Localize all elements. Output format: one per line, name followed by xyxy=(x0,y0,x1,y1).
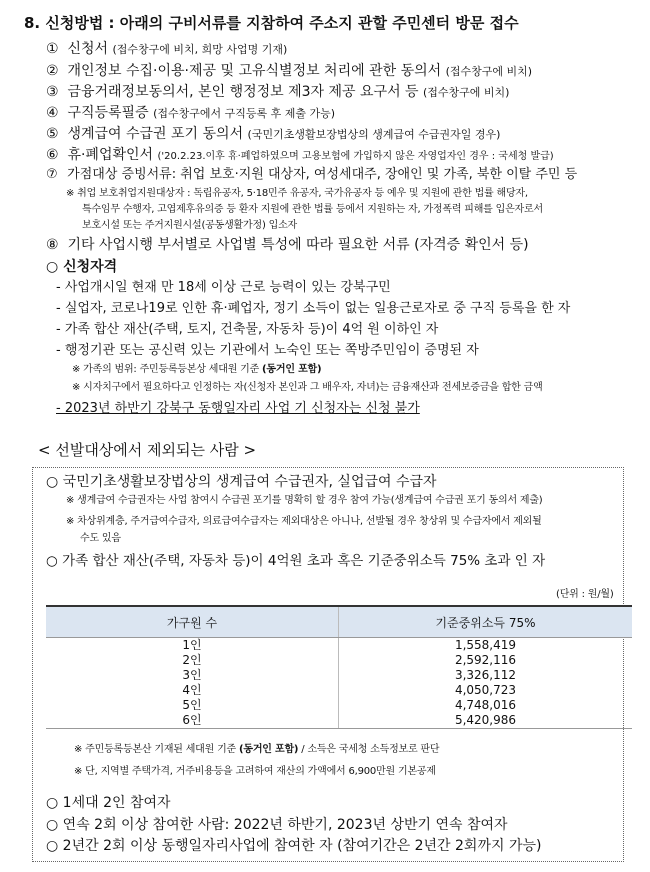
qualification-title: ○ 신청자격 xyxy=(46,259,118,275)
qualification-3: - 가족 합산 재산(주택, 토지, 건축물, 자동차 등)이 4억 원 이하인 자 xyxy=(56,322,439,337)
table-row xyxy=(46,653,632,668)
exclusion-4: ○ 연속 2회 이상 참여한 사람: 2022년 하반기, 2023년 상반기 연속 참여자 xyxy=(46,817,508,833)
income-value: 2,592,116 xyxy=(454,653,517,667)
table-row xyxy=(46,698,632,713)
household-size: 4인 xyxy=(46,683,339,698)
household-size: 1인 xyxy=(46,638,339,654)
household-size: 3인 xyxy=(46,668,339,683)
income-value: 1,558,419 xyxy=(454,638,517,652)
doc-item-6: ⑥ 휴·폐업확인서 ('20.2.23.이후 휴·폐업하였으며 고용보험에 가입하지 않은 자영업자인 경우 : 국세청 발급) xyxy=(46,147,554,163)
table-note-1: ※ 주민등록등본산 기재된 세대원 기준 (동거인 포함) / 소득은 국세청 소득정보로 판단 xyxy=(74,744,440,755)
median-income-table xyxy=(46,605,632,729)
exclusion-1-note-3: 수도 있음 xyxy=(80,533,121,544)
qualification-exclusion: - 2023년 하반기 강북구 동행일자리 사업 기 신청자는 신청 불가 xyxy=(56,401,420,416)
household-size: 6인 xyxy=(46,713,339,729)
income-value: 4,748,016 xyxy=(454,698,517,712)
exclusion-1-note-2: ※ 차상위계층, 주거급여수급자, 의료급여수급자는 제외대상은 아니나, 선발될 경우 창상위 및 수급자에서 제외될 xyxy=(66,516,542,527)
exclusion-title: < 선발대상에서 제외되는 사람 > xyxy=(38,441,257,459)
table-row xyxy=(46,668,632,683)
doc-item-4: ④ 구직등록필증 (접수창구에서 구직등록 후 제출 가능) xyxy=(46,105,336,121)
table-row xyxy=(46,713,632,729)
household-size: 2인 xyxy=(46,653,339,668)
section-heading: 8. 신청방법 : 아래의 구비서류를 지참하여 주소지 관할 주민센터 방문 접수 xyxy=(24,14,519,32)
qualification-note-1: ※ 가족의 범위: 주민등록등본상 세대원 기준 (동거인 포함) xyxy=(72,364,322,375)
exclusion-1-note-1: ※ 생계급여 수급권자는 사업 참여시 수급권 포기를 명확히 할 경우 참여 가능(생계급여 수급권 포기 동의서 제출) xyxy=(66,495,543,506)
income-value: 5,420,986 xyxy=(339,713,633,729)
doc-item-8: ⑧ 기타 사업시행 부서별로 사업별 특성에 따라 필요한 서류 (자격증 확인서 등) xyxy=(46,237,529,253)
header-median-income: 기준중위소득 75% xyxy=(339,606,633,638)
income-value: 4,050,723 xyxy=(454,683,517,697)
doc-item-2: ② 개인정보 수집·이용·제공 및 고유식별정보 처리에 관한 동의서 (접수창구에 비치) xyxy=(46,63,533,79)
table-unit: (단위 : 원/월) xyxy=(556,589,614,600)
doc-item-7: ⑦ 가점대상 증빙서류: 취업 보호·지원 대상자, 여성세대주, 장애인 및 가족, 북한 이탈 주민 등 xyxy=(46,167,578,182)
doc7-note-3: 보호시설 또는 주거지원시설(공동생활가정) 입소자 xyxy=(82,220,297,231)
table-row xyxy=(46,638,632,654)
income-value: 3,326,112 xyxy=(454,668,517,682)
doc-item-3: ③ 금융거래정보동의서, 본인 행정정보 제3자 제공 요구서 등 (접수창구에 비치) xyxy=(46,84,510,100)
table-row xyxy=(46,683,632,698)
doc7-note-1: ※ 취업 보호취업지원대상자 : 독립유공자, 5·18민주 유공자, 국가유공자 등 예우 및 지원에 관한 법률 해당자, xyxy=(66,188,528,199)
exclusion-5: ○ 2년간 2회 이상 동행일자리사업에 참여한 자 (참여기간은 2년간 2회까지 가능) xyxy=(46,838,542,854)
header-household-size: 가구원 수 xyxy=(46,606,339,638)
doc7-note-2: 특수임무 수행자, 고엽제후유의증 등 환자 지원에 관한 법률 등에서 지원하는 자, 가정폭력 피해를 입은자로서 xyxy=(82,204,543,215)
exclusion-1: ○ 국민기초생활보장법상의 생계급여 수급권자, 실업급여 수급자 xyxy=(46,474,437,490)
qualification-1: - 사업개시일 현재 만 18세 이상 근로 능력이 있는 강북구민 xyxy=(56,280,391,295)
qualification-note-2: ※ 시자치구에서 필요하다고 인정하는 자(신청자 본인과 그 배우자, 자녀)는 금융재산과 전세보증금을 합한 금액 xyxy=(72,382,543,393)
household-size: 5인 xyxy=(46,698,339,713)
exclusion-3: ○ 1세대 2인 참여자 xyxy=(46,795,171,811)
qualification-4: - 행정기관 또는 공신력 있는 기관에서 노숙인 또는 쪽방주민임이 증명된 자 xyxy=(56,343,479,358)
exclusion-2: ○ 가족 합산 재산(주택, 자동차 등)이 4억원 초과 혹은 기준중위소득 75% 초과 인 자 xyxy=(46,553,546,569)
doc-item-1: ① 신청서 (접수창구에 비치, 희망 사업명 기재) xyxy=(46,41,288,57)
doc-item-5: ⑤ 생계급여 수급권 포기 동의서 (국민기초생활보장법상의 생계급여 수급권자일 경우) xyxy=(46,126,501,142)
table-note-2: ※ 단, 지역별 주택가격, 거주비용등을 고려하여 재산의 가액에서 6,900만원 기본공제 xyxy=(74,766,436,777)
qualification-2: - 실업자, 코로나19로 인한 휴·폐업자, 정기 소득이 없는 일용근로자로 중 구직 등록을 한 자 xyxy=(56,301,571,316)
